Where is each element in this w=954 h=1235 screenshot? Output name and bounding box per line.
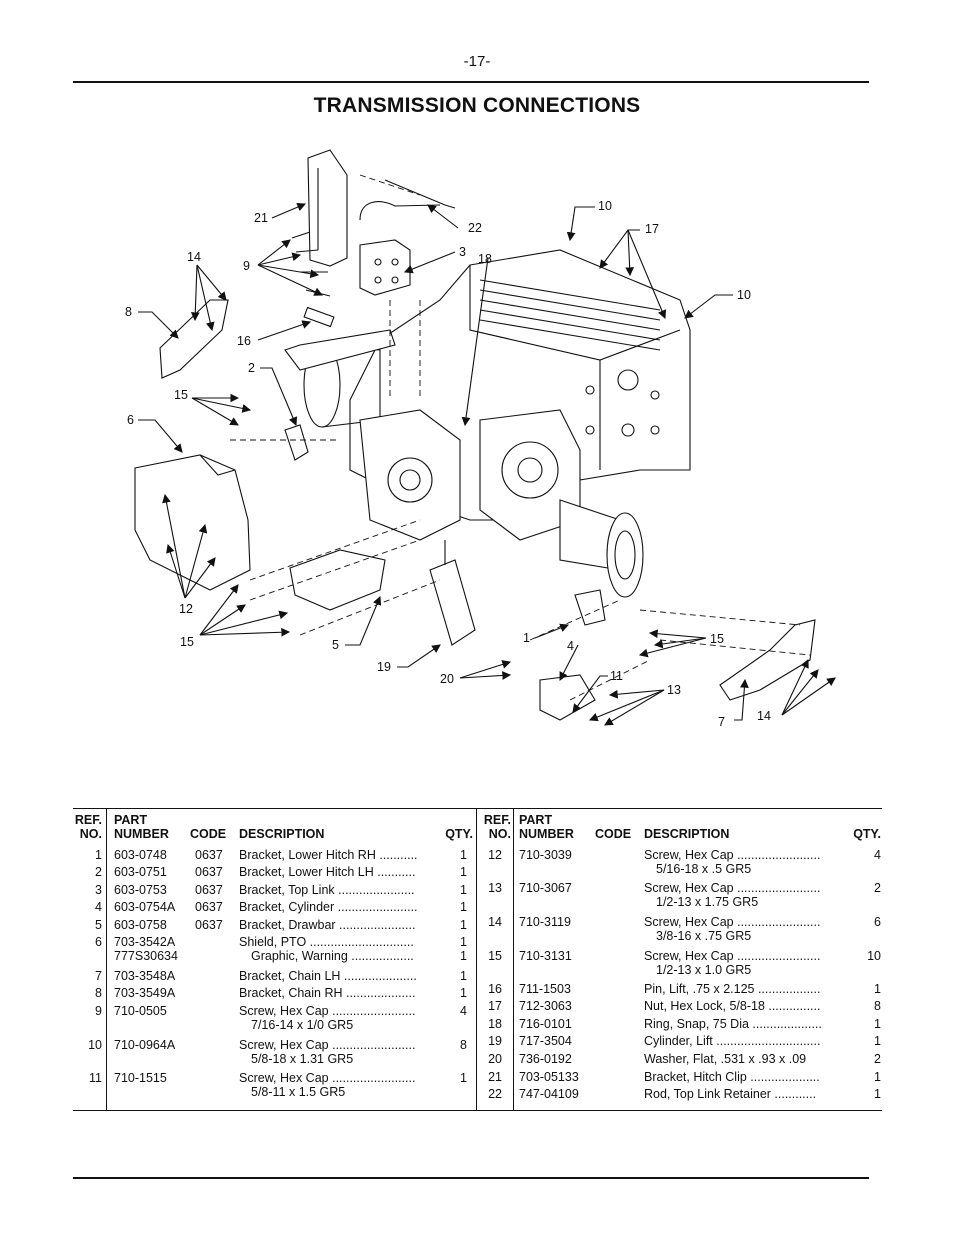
part-quantity: 2: [874, 881, 881, 895]
ref-number: 9: [95, 1004, 102, 1018]
part-quantity: 1: [460, 883, 467, 897]
bottom-rule: [73, 1177, 869, 1179]
part-description: Bracket, Chain LH .....................: [239, 969, 417, 983]
header-ref-line1: REF.: [74, 813, 102, 827]
ref-number: 20: [488, 1052, 502, 1066]
part-description: Screw, Hex Cap ........................: [239, 1038, 416, 1052]
part-number: 703-3548A: [114, 969, 176, 983]
part-number: 710-3131: [519, 949, 572, 963]
part-code: 0637: [195, 865, 223, 879]
callout-label: 17: [645, 222, 659, 236]
part-number: 603-0748: [114, 848, 167, 862]
ref-number: 11: [89, 1071, 102, 1085]
header-ref-line2: NO.: [79, 827, 102, 841]
part-description: Graphic, Warning ..................: [251, 949, 414, 963]
part-description: 5/8-11 x 1.5 GR5: [251, 1085, 346, 1099]
header-description: DESCRIPTION: [644, 827, 730, 841]
callout-label: 8: [125, 305, 132, 319]
part-quantity: 1: [460, 969, 467, 983]
callout-label: 19: [377, 660, 391, 674]
callout-label: 15: [180, 635, 194, 649]
callout-label: 15: [174, 388, 188, 402]
part-description: Bracket, Lower Hitch LH ...........: [239, 865, 416, 879]
part-quantity: 1: [460, 986, 467, 1000]
part-description: Bracket, Hitch Clip ....................: [644, 1070, 820, 1084]
part-number: 703-3542A: [114, 935, 176, 949]
part-number: 710-0964A: [114, 1038, 176, 1052]
part-description: Bracket, Chain RH ....................: [239, 986, 416, 1000]
part-description: Washer, Flat, .531 x .93 x .09: [644, 1052, 807, 1066]
part-number: 603-0751: [114, 865, 167, 879]
part-quantity: 1: [460, 865, 467, 879]
parts-list-table: [73, 808, 882, 1111]
part-quantity: 1: [460, 949, 467, 963]
part-code: 0637: [195, 900, 223, 914]
ref-number: 6: [95, 935, 102, 949]
part-quantity: 10: [867, 949, 881, 963]
ref-number: 3: [95, 883, 102, 897]
ref-number: 17: [488, 999, 502, 1013]
callout-label: 20: [440, 672, 454, 686]
part-quantity: 1: [460, 1071, 467, 1085]
part-number: 747-04109: [519, 1087, 579, 1101]
top-rule: [73, 81, 869, 83]
part-quantity: 4: [874, 848, 881, 862]
part-description: Nut, Hex Lock, 5/8-18 ...............: [644, 999, 821, 1013]
part-number: 712-3063: [519, 999, 572, 1013]
callout-label: 10: [598, 199, 612, 213]
part-quantity: 1: [874, 1034, 881, 1048]
callout-label: 3: [459, 245, 466, 259]
header-part-line1: PART: [519, 813, 553, 827]
ref-number: 22: [488, 1087, 502, 1101]
callout-label: 11: [610, 669, 623, 683]
part-number: 710-3067: [519, 881, 572, 895]
part-description: Screw, Hex Cap ........................: [644, 949, 821, 963]
header-qty: QTY.: [445, 827, 473, 841]
part-number: 703-3549A: [114, 986, 176, 1000]
part-number: 710-0505: [114, 1004, 167, 1018]
part-description: Screw, Hex Cap ........................: [644, 881, 821, 895]
callout-label: 2: [248, 361, 255, 375]
ref-number: 18: [488, 1017, 502, 1031]
header-code: CODE: [190, 827, 227, 841]
ref-number: 7: [95, 969, 102, 983]
page-number: -17-: [463, 53, 491, 70]
part-description: Screw, Hex Cap ........................: [644, 915, 821, 929]
part-code: 0637: [195, 918, 223, 932]
header-part-line2: NUMBER: [519, 827, 574, 841]
callout-label: 18: [478, 252, 492, 266]
callout-label: 15: [710, 632, 724, 646]
ref-number: 19: [488, 1034, 502, 1048]
part-number: 716-0101: [519, 1017, 572, 1031]
ref-number: 2: [95, 865, 102, 879]
ref-number: 12: [488, 848, 502, 862]
part-number: 736-0192: [519, 1052, 572, 1066]
callout-label: 14: [187, 250, 201, 264]
exploded-parts-diagram: [0, 140, 954, 780]
ref-number: 13: [488, 881, 502, 895]
part-description: Screw, Hex Cap ........................: [239, 1004, 416, 1018]
part-description: Bracket, Cylinder .......................: [239, 900, 418, 914]
header-qty: QTY.: [853, 827, 881, 841]
ref-number: 1: [95, 848, 102, 862]
part-quantity: 1: [460, 900, 467, 914]
callout-label: 9: [243, 259, 250, 273]
part-quantity: 8: [460, 1038, 467, 1052]
ref-number: 4: [95, 900, 102, 914]
callout-label: 5: [332, 638, 339, 652]
part-number: 703-05133: [519, 1070, 579, 1084]
ref-number: 5: [95, 918, 102, 932]
part-quantity: 1: [460, 848, 467, 862]
callout-label: 10: [737, 288, 751, 302]
part-description: 5/16-18 x .5 GR5: [656, 862, 752, 876]
callout-label: 1: [523, 631, 530, 645]
callout-label: 16: [237, 334, 251, 348]
part-quantity: 4: [460, 1004, 467, 1018]
callout-label: 12: [179, 602, 193, 616]
callout-label: 7: [718, 715, 725, 729]
part-number: 777S30634: [114, 949, 178, 963]
header-code: CODE: [595, 827, 632, 841]
part-quantity: 1: [874, 1087, 881, 1101]
part-number: 710-3119: [519, 915, 571, 929]
part-quantity: 1: [874, 1070, 881, 1084]
part-quantity: 2: [874, 1052, 881, 1066]
part-code: 0637: [195, 848, 223, 862]
part-number: 717-3504: [519, 1034, 572, 1048]
part-description: Bracket, Top Link ......................: [239, 883, 415, 897]
part-description: Ring, Snap, 75 Dia ....................: [644, 1017, 822, 1031]
part-quantity: 1: [460, 918, 467, 932]
part-description: 3/8-16 x .75 GR5: [656, 929, 752, 943]
ref-number: 10: [88, 1038, 102, 1052]
part-description: Cylinder, Lift ..............................: [644, 1034, 821, 1048]
part-number: 603-0753: [114, 883, 167, 897]
callout-label: 6: [127, 413, 134, 427]
part-quantity: 1: [460, 935, 467, 949]
header-ref-line1: REF.: [483, 813, 511, 827]
part-description: Rod, Top Link Retainer ............: [644, 1087, 817, 1101]
ref-number: 15: [488, 949, 502, 963]
ref-number: 21: [488, 1070, 502, 1084]
part-quantity: 6: [874, 915, 881, 929]
ref-number: 14: [488, 915, 502, 929]
part-description: Bracket, Drawbar ......................: [239, 918, 416, 932]
ref-number: 8: [95, 986, 102, 1000]
part-description: Screw, Hex Cap ........................: [239, 1071, 416, 1085]
part-code: 0637: [195, 883, 223, 897]
part-number: 710-3039: [519, 848, 572, 862]
part-description: 1/2-13 x 1.0 GR5: [656, 963, 752, 977]
header-ref-line2: NO.: [488, 827, 511, 841]
part-description: Pin, Lift, .75 x 2.125 ..................: [644, 982, 821, 996]
ref-number: 16: [488, 982, 502, 996]
callout-label: 21: [254, 211, 268, 225]
part-number: 603-0754A: [114, 900, 176, 914]
header-description: DESCRIPTION: [239, 827, 325, 841]
part-quantity: 8: [874, 999, 881, 1013]
part-number: 711-1503: [519, 982, 571, 996]
part-description: Screw, Hex Cap ........................: [644, 848, 821, 862]
header-part-line2: NUMBER: [114, 827, 169, 841]
callout-label: 13: [667, 683, 681, 697]
part-description: Bracket, Lower Hitch RH ...........: [239, 848, 418, 862]
callout-label: 4: [567, 639, 574, 653]
part-quantity: 1: [874, 1017, 881, 1031]
part-number: 603-0758: [114, 918, 167, 932]
part-description: 1/2-13 x 1.75 GR5: [656, 895, 759, 909]
part-description: 5/8-18 x 1.31 GR5: [251, 1052, 354, 1066]
page-title: TRANSMISSION CONNECTIONS: [313, 94, 641, 117]
callout-label: 14: [757, 709, 771, 723]
header-part-line1: PART: [114, 813, 148, 827]
part-description: Shield, PTO ..............................: [239, 935, 414, 949]
part-description: 7/16-14 x 1/0 GR5: [251, 1018, 354, 1032]
part-number: 710-1515: [114, 1071, 167, 1085]
part-quantity: 1: [874, 982, 881, 996]
callout-label: 22: [468, 221, 482, 235]
